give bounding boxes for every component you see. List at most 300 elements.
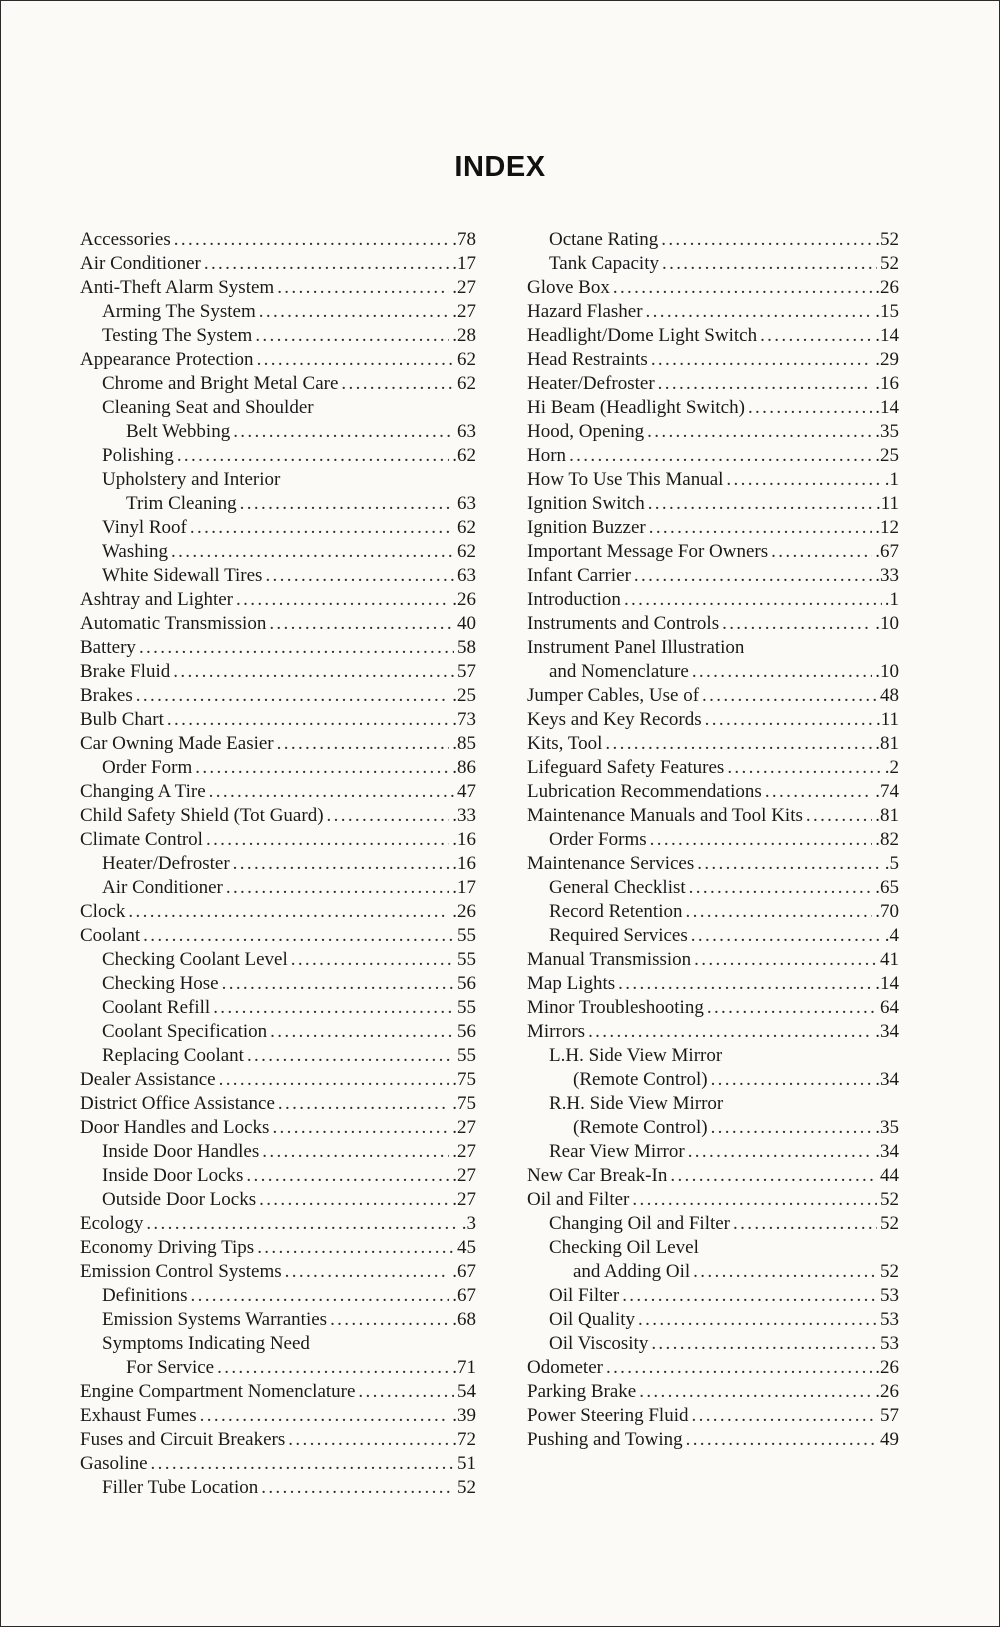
dot-leader: [262, 1140, 449, 1164]
index-entry-label: Filler Tube Location: [102, 1477, 259, 1498]
index-entry-label: Child Safety Shield (Tot Guard): [80, 805, 324, 826]
index-entry: [527, 300, 899, 324]
index-entry-page: .25: [452, 685, 476, 706]
index-entry-label: Oil Quality: [549, 1309, 636, 1330]
index-entry-page: .67: [452, 1285, 476, 1306]
dot-leader: [697, 852, 882, 876]
index-entry-page: .27: [452, 301, 476, 322]
index-entry-label: Mirrors: [527, 1021, 586, 1042]
index-entry-page: .78: [452, 229, 476, 250]
index-entry: [80, 300, 476, 324]
index-entry: [80, 1068, 476, 1092]
index-entry-label: Important Message For Owners: [527, 541, 769, 562]
dot-leader: [206, 828, 449, 852]
index-entry-label: Hood, Opening: [527, 421, 645, 442]
index-entry: [80, 1308, 476, 1332]
index-entry: [80, 804, 476, 828]
index-entry: [527, 252, 899, 276]
dot-leader: [291, 948, 454, 972]
index-entry-page: 52: [880, 253, 899, 274]
index-entry: [80, 276, 476, 300]
index-entry: [80, 348, 476, 372]
index-entry-label: Hi Beam (Headlight Switch): [527, 397, 745, 418]
index-entry: [527, 876, 899, 900]
dot-leader: [255, 324, 449, 348]
index-entry-page: .16: [452, 829, 476, 850]
index-entry-label: Hazard Flasher: [527, 301, 643, 322]
index-entry-page: .3: [461, 1213, 476, 1234]
index-entry-page: 62: [457, 373, 476, 394]
index-entry-page: .26: [452, 589, 476, 610]
index-entry-page: 45: [457, 1237, 476, 1258]
dot-leader: [726, 468, 881, 492]
index-entry-label: (Remote Control): [573, 1069, 708, 1090]
index-entry-label: Bulb Chart: [80, 709, 164, 730]
index-entry-page: 62: [457, 541, 476, 562]
index-entry-page: .17: [452, 253, 476, 274]
index-entry-page: .75: [452, 1069, 476, 1090]
index-entry-label: Record Retention: [549, 901, 683, 922]
index-entry: [80, 396, 476, 420]
index-entry-label: Gasoline: [80, 1453, 148, 1474]
index-entry-label: Manual Transmission: [527, 949, 692, 970]
index-entry-page: .11: [875, 709, 899, 730]
index-entry-label: Appearance Protection: [80, 349, 254, 370]
index-entry: [527, 996, 899, 1020]
dot-leader: [692, 660, 872, 684]
dot-leader: [327, 804, 450, 828]
index-entry: [527, 276, 899, 300]
index-entry-label: Air Conditioner: [102, 877, 223, 898]
index-entry-label: Ignition Buzzer: [527, 517, 646, 538]
index-entry-label: How To Use This Manual: [527, 469, 724, 490]
index-entry: [80, 372, 476, 396]
index-entry-page: .26: [875, 1381, 899, 1402]
index-entry-page: 56: [457, 973, 476, 994]
dot-leader: [648, 492, 873, 516]
dot-leader: [771, 540, 872, 564]
dot-leader: [670, 1164, 877, 1188]
index-entry-label: Horn: [527, 445, 567, 466]
index-entry-page: .1: [884, 589, 899, 610]
dot-leader: [693, 1260, 877, 1284]
index-entry-page: .35: [875, 1117, 899, 1138]
index-entry-page: .68: [452, 1309, 476, 1330]
index-entry-label: New Car Break-In: [527, 1165, 668, 1186]
index-entry-label: Brake Fluid: [80, 661, 171, 682]
index-entry: [80, 1236, 476, 1260]
index-entry-page: .82: [875, 829, 899, 850]
index-entry-page: .27: [452, 1189, 476, 1210]
dot-leader: [209, 780, 454, 804]
index-entry-page: .16: [452, 853, 476, 874]
index-entry-label: Economy Driving Tips: [80, 1237, 255, 1258]
index-entry-label: Required Services: [549, 925, 688, 946]
index-entry: [80, 636, 476, 660]
index-entry: [527, 1236, 899, 1260]
index-entry-label: Battery: [80, 637, 136, 658]
index-entry-label: Kits, Tool: [527, 733, 603, 754]
index-entry: [80, 876, 476, 900]
index-entry-label: Odometer: [527, 1357, 603, 1378]
index-entry-page: 48: [880, 685, 899, 706]
index-entry-page: .33: [452, 805, 476, 826]
index-entry: [80, 684, 476, 708]
page-title: INDEX: [454, 151, 546, 183]
dot-leader: [662, 252, 877, 276]
index-entry: [527, 1308, 899, 1332]
index-entry: [80, 732, 476, 756]
index-entry: [80, 1044, 476, 1068]
index-entry-page: 52: [880, 1189, 899, 1210]
index-entry-label: Order Forms: [549, 829, 647, 850]
index-entry-label: Anti-Theft Alarm System: [80, 277, 275, 298]
dot-leader: [195, 756, 449, 780]
index-entry: [80, 468, 476, 492]
dot-leader: [588, 1020, 872, 1044]
index-entry: [527, 1212, 899, 1236]
index-entry-page: .73: [452, 709, 476, 730]
dot-leader: [806, 804, 872, 828]
dot-leader: [191, 1284, 450, 1308]
dot-leader: [711, 1068, 873, 1092]
index-entry: [527, 1404, 899, 1428]
index-entry-label: Washing: [102, 541, 169, 562]
dot-leader: [705, 708, 873, 732]
dot-leader: [277, 276, 449, 300]
dot-leader: [278, 1092, 449, 1116]
index-entry-page: .15: [875, 301, 899, 322]
index-entry: [80, 972, 476, 996]
index-entry: [80, 540, 476, 564]
index-entry-label: Introduction: [527, 589, 621, 610]
index-entry-page: .12: [875, 517, 899, 538]
index-entry: [527, 612, 899, 636]
index-entry-label: Oil and Filter: [527, 1189, 630, 1210]
index-entry: [527, 1332, 899, 1356]
dot-leader: [694, 948, 877, 972]
index-entry-label: Maintenance Manuals and Tool Kits: [527, 805, 803, 826]
index-entry-label: Checking Coolant Level: [102, 949, 288, 970]
index-entry-label: Coolant Refill: [102, 997, 211, 1018]
dot-leader: [146, 1212, 458, 1236]
dot-leader: [330, 1308, 449, 1332]
dot-leader: [639, 1380, 872, 1404]
index-entry: [527, 1380, 899, 1404]
index-entry-label: Emission Systems Warranties: [102, 1309, 328, 1330]
index-entry-label: Brakes: [80, 685, 133, 706]
index-entry-page: .4: [884, 925, 899, 946]
index-entry-page: .34: [875, 1141, 899, 1162]
index-entry: [527, 1140, 899, 1164]
index-entry-page: 55: [457, 1045, 476, 1066]
index-entry-page: .16: [875, 373, 899, 394]
index-entry-page: 63: [457, 493, 476, 514]
index-entry: [80, 1020, 476, 1044]
index-entry-label: Engine Compartment Nomenclature: [80, 1381, 356, 1402]
dot-leader: [711, 1116, 873, 1140]
index-entry-label: Vinyl Roof: [102, 517, 187, 538]
index-entry-page: .27: [452, 1165, 476, 1186]
index-entry-label: Minor Troubleshooting: [527, 997, 704, 1018]
dot-leader: [605, 732, 872, 756]
index-entry-label: Automatic Transmission: [80, 613, 267, 634]
index-entry-page: .65: [875, 877, 899, 898]
index-entry: [80, 492, 476, 516]
dot-leader: [171, 540, 454, 564]
index-entry: [527, 420, 899, 444]
index-entry: [80, 1140, 476, 1164]
index-entry-page: .52: [875, 229, 899, 250]
dot-leader: [707, 996, 877, 1020]
dot-leader: [226, 876, 449, 900]
index-entry-label: Door Handles and Locks: [80, 1117, 270, 1138]
index-entry-label: Checking Oil Level: [549, 1237, 699, 1258]
dot-leader: [341, 372, 454, 396]
index-entry-page: .75: [452, 1093, 476, 1114]
index-entry: [527, 804, 899, 828]
index-entry: [527, 1092, 899, 1116]
dot-leader: [622, 1284, 877, 1308]
index-entry-label: Parking Brake: [527, 1381, 637, 1402]
index-entry-page: 55: [457, 949, 476, 970]
index-entry: [527, 1284, 899, 1308]
index-entry: [80, 516, 476, 540]
index-entry-label: Belt Webbing: [126, 421, 231, 442]
index-entry: [80, 948, 476, 972]
index-entry-label: Map Lights: [527, 973, 616, 994]
index-entry: [527, 1020, 899, 1044]
dot-leader: [613, 276, 872, 300]
index-entry-label: Symptoms Indicating Need: [102, 1333, 310, 1354]
dot-leader: [259, 300, 449, 324]
index-entry: [527, 540, 899, 564]
dot-leader: [217, 1356, 449, 1380]
index-entry-page: 62: [457, 349, 476, 370]
index-entry-label: Outside Door Locks: [102, 1189, 257, 1210]
index-entry: [80, 588, 476, 612]
index-entry-label: Exhaust Fumes: [80, 1405, 197, 1426]
dot-leader: [277, 732, 450, 756]
dot-leader: [200, 1404, 450, 1428]
dot-leader: [247, 1044, 454, 1068]
dot-leader: [257, 348, 454, 372]
index-entry-page: 47: [457, 781, 476, 802]
index-entry: [527, 756, 899, 780]
index-entry: [527, 516, 899, 540]
index-entry-page: .81: [875, 733, 899, 754]
dot-leader: [190, 516, 454, 540]
dot-leader: [688, 1140, 873, 1164]
index-entry-label: Emission Control Systems: [80, 1261, 282, 1282]
index-entry: [80, 1164, 476, 1188]
index-entry: [80, 756, 476, 780]
index-entry: [527, 972, 899, 996]
index-entry-label: Maintenance Services: [527, 853, 695, 874]
index-entry: [527, 900, 899, 924]
index-entry-page: .67: [875, 541, 899, 562]
index-entry-page: .26: [875, 277, 899, 298]
index-entry-label: Definitions: [102, 1285, 188, 1306]
index-entry: [527, 372, 899, 396]
index-entry-label: L.H. Side View Mirror: [549, 1045, 723, 1066]
index-entry-page: .27: [452, 1117, 476, 1138]
dot-leader: [233, 852, 450, 876]
index-entry-label: Replacing Coolant: [102, 1045, 244, 1066]
index-entry-page: 53: [880, 1285, 899, 1306]
dot-leader: [727, 756, 881, 780]
dot-leader: [638, 1308, 877, 1332]
index-entry-page: .14: [875, 397, 899, 418]
index-entry-page: .28: [452, 325, 476, 346]
index-entry-label: Inside Door Locks: [102, 1165, 244, 1186]
dot-leader: [240, 492, 454, 516]
index-entry-label: Tank Capacity: [549, 253, 659, 274]
dot-leader: [702, 684, 877, 708]
index-entry-label: Heater/Defroster: [527, 373, 655, 394]
index-entry: [527, 732, 899, 756]
dot-leader: [661, 228, 872, 252]
dot-leader: [219, 1068, 450, 1092]
index-entry-page: .29: [875, 349, 899, 370]
index-entry: [527, 1164, 899, 1188]
dot-leader: [173, 660, 454, 684]
index-entry-page: 57: [457, 661, 476, 682]
index-entry-label: Lubrication Recommendations: [527, 781, 762, 802]
index-entry-label: For Service: [126, 1357, 215, 1378]
index-entry: [80, 228, 476, 252]
index-entry-label: Changing Oil and Filter: [549, 1213, 731, 1234]
index-entry-page: .10: [875, 613, 899, 634]
index-entry: [80, 1212, 476, 1236]
index-entry-label: Infant Carrier: [527, 565, 631, 586]
index-entry: [527, 468, 899, 492]
index-entry-page: .85: [452, 733, 476, 754]
index-entry: [527, 492, 899, 516]
index-column-left: [80, 228, 476, 1500]
index-entry-label: Fuses and Circuit Breakers: [80, 1429, 286, 1450]
dot-leader: [658, 372, 873, 396]
dot-leader: [651, 348, 872, 372]
index-entry-label: Oil Filter: [549, 1285, 620, 1306]
dot-leader: [257, 1236, 454, 1260]
index-entry-label: White Sidewall Tires: [102, 565, 263, 586]
dot-leader: [722, 612, 872, 636]
index-entry: [80, 564, 476, 588]
index-entry-page: 49: [880, 1429, 899, 1450]
index-entry-label: Coolant Specification: [102, 1021, 268, 1042]
dot-leader: [569, 444, 872, 468]
index-entry-page: .62: [452, 445, 476, 466]
dot-leader: [288, 1428, 449, 1452]
index-entry: [527, 1260, 899, 1284]
index-entry-label: Air Conditioner: [80, 253, 201, 274]
index-entry-page: 56: [457, 1021, 476, 1042]
index-entry-page: 44: [880, 1165, 899, 1186]
index-entry-page: 53: [880, 1333, 899, 1354]
dot-leader: [143, 924, 454, 948]
index-entry-label: Testing The System: [102, 325, 253, 346]
dot-leader: [269, 612, 454, 636]
index-entry: [527, 948, 899, 972]
index-entry-page: .27: [452, 277, 476, 298]
index-entry-page: .33: [875, 565, 899, 586]
dot-leader: [128, 900, 449, 924]
index-entry-label: Trim Cleaning: [126, 493, 237, 514]
index-entry-page: 52: [457, 1477, 476, 1498]
index-entry: [527, 396, 899, 420]
index-entry-label: Chrome and Bright Metal Care: [102, 373, 339, 394]
index-entry: [527, 324, 899, 348]
index-entry-page: .14: [875, 325, 899, 346]
index-entry-label: Changing A Tire: [80, 781, 206, 802]
index-entry-label: Pushing and Towing: [527, 1429, 683, 1450]
index-entry-label: Dealer Assistance: [80, 1069, 216, 1090]
index-entry-label: R.H. Side View Mirror: [549, 1093, 724, 1114]
index-entry: [80, 420, 476, 444]
index-entry: [80, 1452, 476, 1476]
index-entry: [527, 780, 899, 804]
index-entry-page: .67: [452, 1261, 476, 1282]
dot-leader: [634, 564, 872, 588]
index-entry: [80, 1116, 476, 1140]
index-entry: [527, 1188, 899, 1212]
dot-leader: [285, 1260, 450, 1284]
index-entry: [527, 348, 899, 372]
index-entry: [80, 660, 476, 684]
dot-leader: [136, 684, 449, 708]
index-entry-page: .81: [875, 805, 899, 826]
dot-leader: [618, 972, 872, 996]
index-entry-page: 62: [457, 517, 476, 538]
dot-leader: [733, 1212, 877, 1236]
index-entry: [527, 444, 899, 468]
dot-leader: [686, 1428, 877, 1452]
index-entry-label: Ignition Switch: [527, 493, 645, 514]
index-entry: [527, 228, 899, 252]
index-entry: [527, 588, 899, 612]
dot-leader: [222, 972, 454, 996]
index-entry-page: .10: [875, 661, 899, 682]
dot-leader: [651, 1332, 877, 1356]
index-entry-label: Instruments and Controls: [527, 613, 720, 634]
index-entry-label: Heater/Defroster: [102, 853, 230, 874]
index-entry: [527, 708, 899, 732]
index-entry-page: .86: [452, 757, 476, 778]
dot-leader: [686, 900, 873, 924]
index-entry-page: 55: [457, 925, 476, 946]
index-entry: [80, 1356, 476, 1380]
index-entry: [80, 1332, 476, 1356]
index-entry: [80, 1260, 476, 1284]
index-entry: [80, 828, 476, 852]
index-entry-page: .2: [884, 757, 899, 778]
index-entry-label: Inside Door Handles: [102, 1141, 260, 1162]
index-entry-page: 63: [457, 421, 476, 442]
index-entry: [80, 324, 476, 348]
dot-leader: [151, 1452, 454, 1476]
dot-leader: [689, 876, 873, 900]
index-entry: [527, 660, 899, 684]
index-entry: [80, 900, 476, 924]
dot-leader: [646, 300, 873, 324]
index-entry: [80, 252, 476, 276]
index-entry-page: .1: [884, 469, 899, 490]
index-entry-page: 64: [880, 997, 899, 1018]
index-entry-label: Glove Box: [527, 277, 610, 298]
index-entry-label: Head Restraints: [527, 349, 648, 370]
index-entry-page: .34: [875, 1021, 899, 1042]
